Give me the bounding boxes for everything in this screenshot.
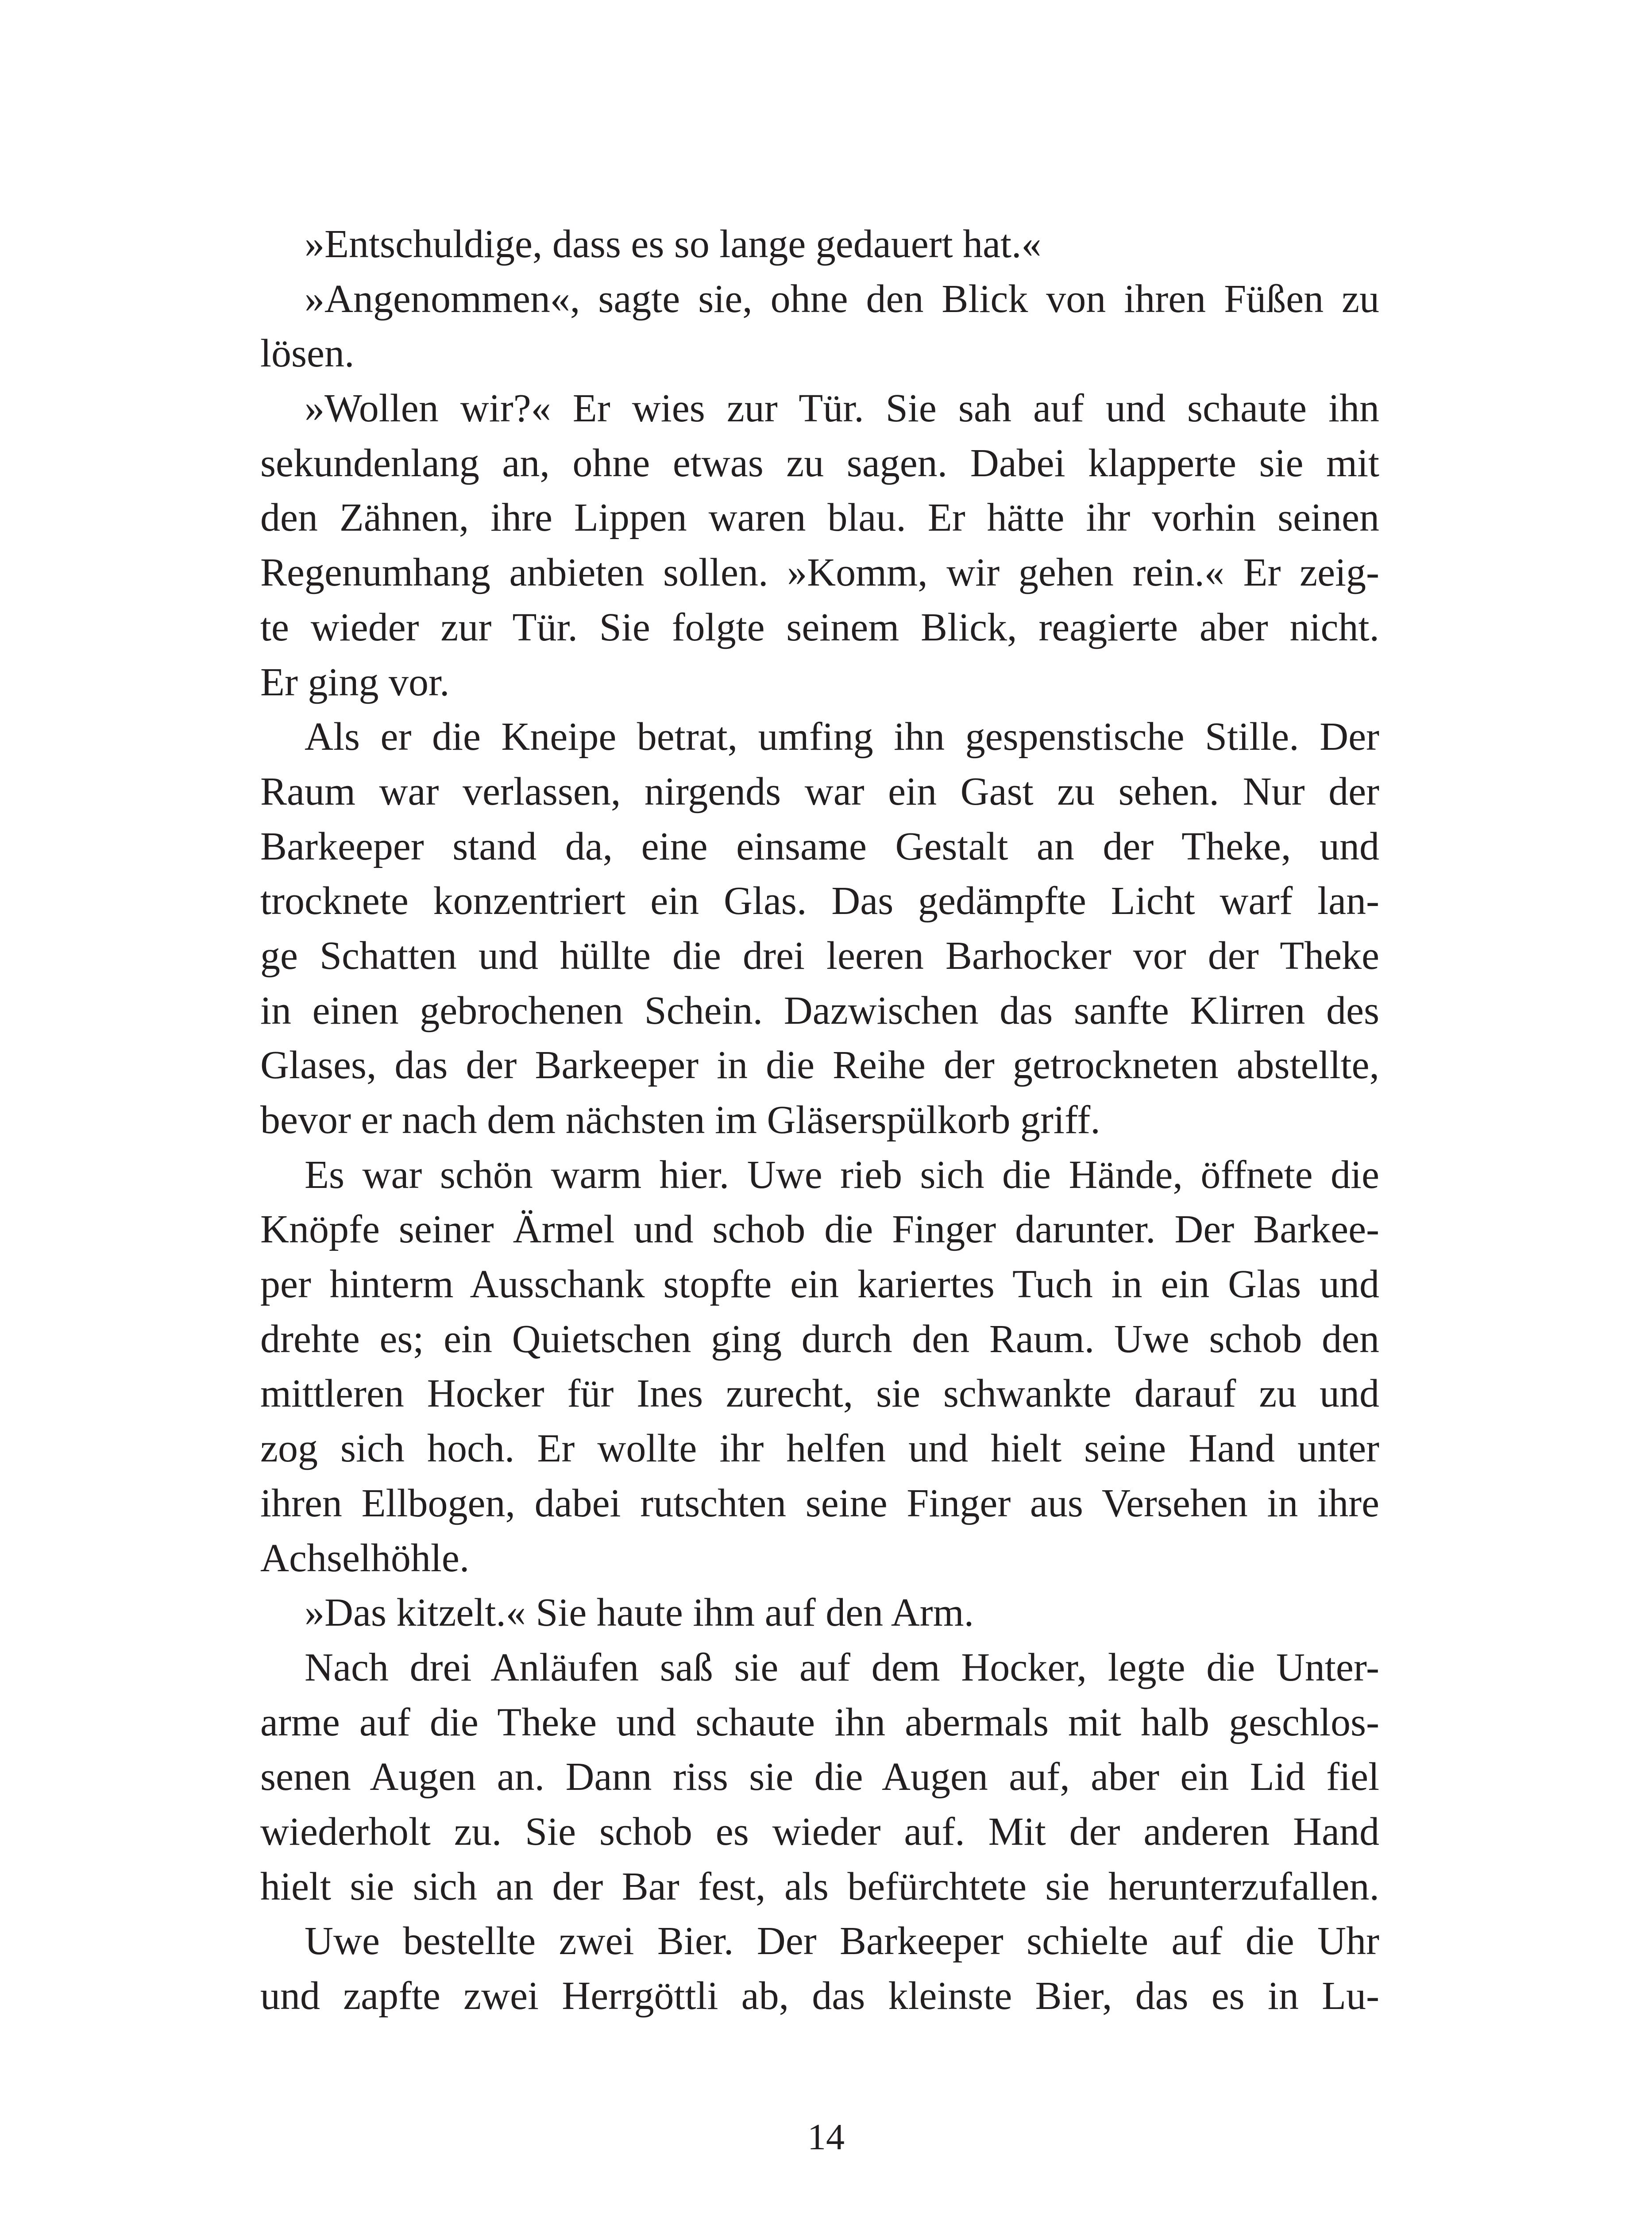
text-line: »Angenommen«, sagte sie, ohne den Blick von ihren Füßen zu: [305, 277, 1379, 321]
text-line: den Zähnen, ihre Lippen waren blau. Er hätte ihr vorhin seinen: [260, 496, 1379, 540]
text-line: Barkeeper stand da, eine einsame Gestalt an der Theke, und: [260, 824, 1379, 868]
text-line: zog sich hoch. Er wollte ihr helfen und hielt seine Hand unter: [260, 1426, 1379, 1471]
page-number: 14: [807, 2117, 845, 2158]
text-line: und zapfte zwei Herrgöttli ab, das kleinste Bier, das es in Lu-: [260, 1974, 1379, 2018]
body-text: [260, 217, 1379, 2024]
text-line: Als er die Kneipe betrat, umfing ihn gespenstische Stille. Der: [305, 715, 1379, 759]
text-line: bevor er nach dem nächsten im Gläserspülkorb griff.: [260, 1098, 1100, 1142]
text-line: trocknete konzentriert ein Glas. Das gedämpfte Licht warf lan-: [260, 879, 1379, 923]
text-line: Knöpfe seiner Ärmel und schob die Finger darunter. Der Barkee-: [260, 1207, 1379, 1252]
text-line: lösen.: [260, 332, 355, 376]
text-line: ihren Ellbogen, dabei rutschten seine Finger aus Versehen in ihre: [260, 1481, 1379, 1525]
text-line: Uwe bestellte zwei Bier. Der Barkeeper schielte auf die Uhr: [305, 1919, 1379, 1963]
text-line: Nach drei Anläufen saß sie auf dem Hocker, legte die Unter-: [305, 1645, 1379, 1689]
text-line: mittleren Hocker für Ines zurecht, sie schwankte darauf zu und: [260, 1372, 1379, 1416]
text-line: hielt sie sich an der Bar fest, als befürchtete sie herunterzufallen.: [260, 1864, 1379, 1908]
text-line: Es war schön warm hier. Uwe rieb sich die Hände, öffnete die: [305, 1153, 1379, 1197]
text-line: »Das kitzelt.« Sie haute ihm auf den Arm.: [305, 1591, 974, 1635]
text-line: arme auf die Theke und schaute ihn abermals mit halb geschlos-: [260, 1700, 1379, 1744]
text-line: Er ging vor.: [260, 660, 450, 704]
text-line: Glases, das der Barkeeper in die Reihe der getrockneten abstellte,: [260, 1043, 1379, 1087]
text-line: sekundenlang an, ohne etwas zu sagen. Dabei klapperte sie mit: [260, 441, 1379, 485]
text-line: in einen gebrochenen Schein. Dazwischen das sanfte Klirren des: [260, 988, 1379, 1033]
text-line: te wieder zur Tür. Sie folgte seinem Blick, reagierte aber nicht.: [260, 605, 1379, 649]
text-line: Raum war verlassen, nirgends war ein Gast zu sehen. Nur der: [260, 769, 1379, 813]
text-line: per hinterm Ausschank stopfte ein kariertes Tuch in ein Glas und: [260, 1262, 1379, 1307]
text-line: »Entschuldige, dass es so lange gedauert hat.«: [305, 222, 1042, 266]
text-line: Achselhöhle.: [260, 1536, 470, 1580]
text-line: drehte es; ein Quietschen ging durch den Raum. Uwe schob den: [260, 1317, 1379, 1361]
text-line: ge Schatten und hüllte die drei leeren Barhocker vor der Theke: [260, 933, 1379, 978]
text-line: wiederholt zu. Sie schob es wieder auf. Mit der anderen Hand: [260, 1809, 1379, 1854]
text-line: senen Augen an. Dann riss sie die Augen auf, aber ein Lid fiel: [260, 1755, 1379, 1799]
text-line: Regenumhang anbieten sollen. »Komm, wir gehen rein.« Er zeig-: [260, 551, 1379, 595]
text-line: »Wollen wir?« Er wies zur Tür. Sie sah auf und schaute ihn: [305, 386, 1379, 431]
